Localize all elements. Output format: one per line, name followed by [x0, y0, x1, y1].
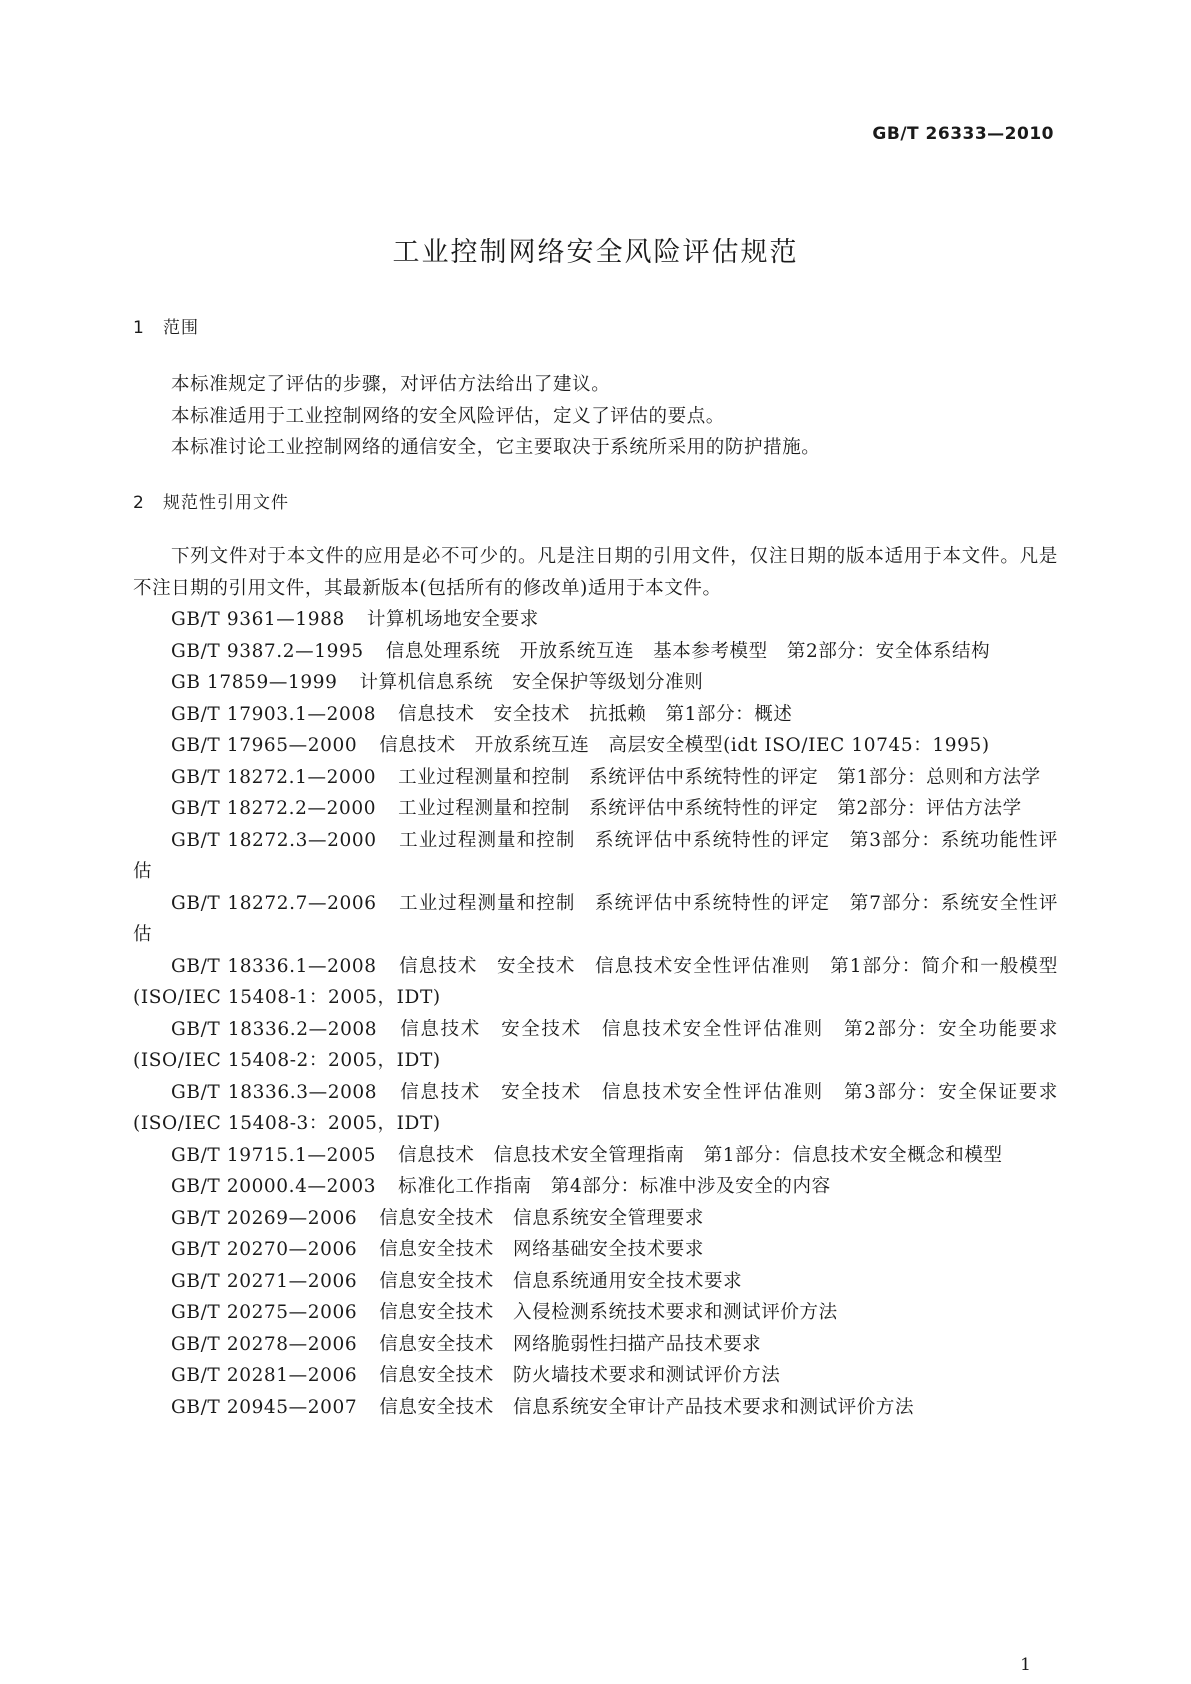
reference-item	[133, 1077, 1058, 1140]
reference-code: GB/T 20000.4—2003	[171, 1176, 377, 1197]
section-2-heading	[133, 488, 289, 513]
reference-title: 信息安全技术 网络基础安全技术要求	[379, 1239, 704, 1260]
reference-item	[133, 1266, 1058, 1298]
reference-code: GB/T 18272.3—2000	[171, 829, 377, 851]
reference-code: GB/T 20275—2006	[171, 1302, 358, 1323]
intro-paragraph: 下列文件对于本文件的应用是必不可少的。凡是注日期的引用文件，仅注日期的版本适用于本文件。凡是不注日期的引用文件，其最新版本(包括所有的修改单)适用于本文件。	[133, 546, 1058, 599]
reference-code: GB 17859—1999	[171, 672, 338, 693]
reference-code: GB/T 20278—2006	[171, 1333, 358, 1355]
reference-code: GB/T 17965—2000	[171, 735, 358, 756]
reference-code: GB/T 20271—2006	[171, 1270, 358, 1292]
paragraph: 本标准规定了评估的步骤，对评估方法给出了建议。	[171, 374, 611, 395]
reference-title: 信息安全技术 防火墙技术要求和测试评价方法	[379, 1365, 781, 1386]
reference-code: GB/T 18336.3—2008	[171, 1081, 378, 1103]
reference-title: 信息安全技术 入侵检测系统技术要求和测试评价方法	[379, 1302, 838, 1323]
reference-code: GB/T 9361—1988	[171, 609, 345, 630]
reference-item	[133, 1014, 1058, 1077]
reference-item	[133, 951, 1058, 1014]
reference-title: 信息安全技术 网络脆弱性扫描产品技术要求	[379, 1333, 762, 1355]
reference-item	[133, 667, 1058, 699]
reference-code: GB/T 18272.7—2006	[171, 892, 377, 914]
paragraph: 本标准适用于工业控制网络的安全风险评估，定义了评估的要点。	[171, 405, 725, 427]
reference-item	[133, 1171, 1058, 1203]
reference-title: 信息安全技术 信息系统通用安全技术要求	[379, 1270, 743, 1292]
reference-code: GB/T 19715.1—2005	[171, 1144, 377, 1166]
section-title: 范围	[163, 318, 199, 338]
document-title: 工业控制网络安全风险评估规范	[392, 237, 799, 268]
reference-code: GB/T 18336.1—2008	[171, 955, 377, 977]
section-number: 2	[133, 493, 145, 513]
reference-code: GB/T 18336.2—2008	[171, 1018, 378, 1040]
reference-title: 工业过程测量和控制 系统评估中系统特性的评定 第2部分：评估方法学	[398, 798, 1022, 819]
reference-item	[133, 1360, 1058, 1392]
reference-item	[133, 1203, 1058, 1235]
reference-code: GB/T 20270—2006	[171, 1239, 358, 1260]
reference-item	[133, 762, 1058, 794]
reference-item	[133, 1140, 1058, 1172]
section-2-body	[133, 541, 1058, 1423]
reference-title: 计算机场地安全要求	[366, 609, 539, 630]
reference-code: GB/T 20281—2006	[171, 1365, 358, 1386]
reference-item	[133, 825, 1058, 888]
section-1-body	[133, 369, 1058, 464]
reference-title: 计算机信息系统 安全保护等级划分准则	[359, 672, 704, 693]
reference-code: GB/T 20269—2006	[171, 1207, 358, 1229]
reference-title: 信息技术 安全技术 信息技术安全性评估准则 第1部分：简介和一般模型(ISO/IEC 15408-1：2005，IDT)	[133, 955, 1058, 1008]
reference-title: 标准化工作指南 第4部分：标准中涉及安全的内容	[398, 1176, 831, 1197]
reference-item	[133, 1234, 1058, 1266]
reference-code: GB/T 20945—2007	[171, 1396, 358, 1418]
reference-title: 信息处理系统 开放系统互连 基本参考模型 第2部分：安全体系结构	[385, 640, 991, 662]
reference-item	[133, 1329, 1058, 1361]
section-1-heading	[133, 313, 199, 338]
reference-item	[133, 699, 1058, 731]
reference-title: 信息技术 信息技术安全管理指南 第1部分：信息技术安全概念和模型	[398, 1144, 1003, 1166]
reference-item	[133, 604, 1058, 636]
page-number: 1	[1020, 1655, 1031, 1675]
reference-item	[133, 793, 1058, 825]
reference-item	[133, 1297, 1058, 1329]
reference-title: 工业过程测量和控制 系统评估中系统特性的评定 第3部分：系统功能性评估	[133, 829, 1058, 882]
reference-code: GB/T 17903.1—2008	[171, 703, 377, 725]
reference-code: GB/T 9387.2—1995	[171, 640, 364, 662]
reference-item	[133, 888, 1058, 951]
reference-title: 信息技术 安全技术 抗抵赖 第1部分：概述	[398, 703, 793, 725]
reference-code: GB/T 18272.2—2000	[171, 798, 377, 819]
section-title: 规范性引用文件	[163, 493, 289, 513]
reference-item	[133, 1392, 1058, 1424]
reference-item	[133, 730, 1058, 762]
reference-title: 信息技术 开放系统互连 高层安全模型(idt ISO/IEC 10745：1995)	[379, 735, 990, 756]
reference-title: 信息技术 安全技术 信息技术安全性评估准则 第2部分：安全功能要求(ISO/IEC 15408-2：2005，IDT)	[133, 1018, 1058, 1071]
standard-code: GB/T 26333—2010	[872, 124, 1054, 144]
reference-title: 信息技术 安全技术 信息技术安全性评估准则 第3部分：安全保证要求(ISO/IEC 15408-3：2005，IDT)	[133, 1081, 1058, 1134]
reference-title: 信息安全技术 信息系统安全审计产品技术要求和测试评价方法	[379, 1396, 915, 1418]
reference-item	[133, 636, 1058, 668]
paragraph: 本标准讨论工业控制网络的通信安全，它主要取决于系统所采用的防护措施。	[171, 437, 821, 458]
reference-code: GB/T 18272.1—2000	[171, 766, 377, 788]
reference-title: 工业过程测量和控制 系统评估中系统特性的评定 第7部分：系统安全性评估	[133, 892, 1058, 945]
section-number: 1	[133, 318, 145, 338]
reference-title: 工业过程测量和控制 系统评估中系统特性的评定 第1部分：总则和方法学	[398, 766, 1041, 788]
reference-title: 信息安全技术 信息系统安全管理要求	[379, 1207, 704, 1229]
